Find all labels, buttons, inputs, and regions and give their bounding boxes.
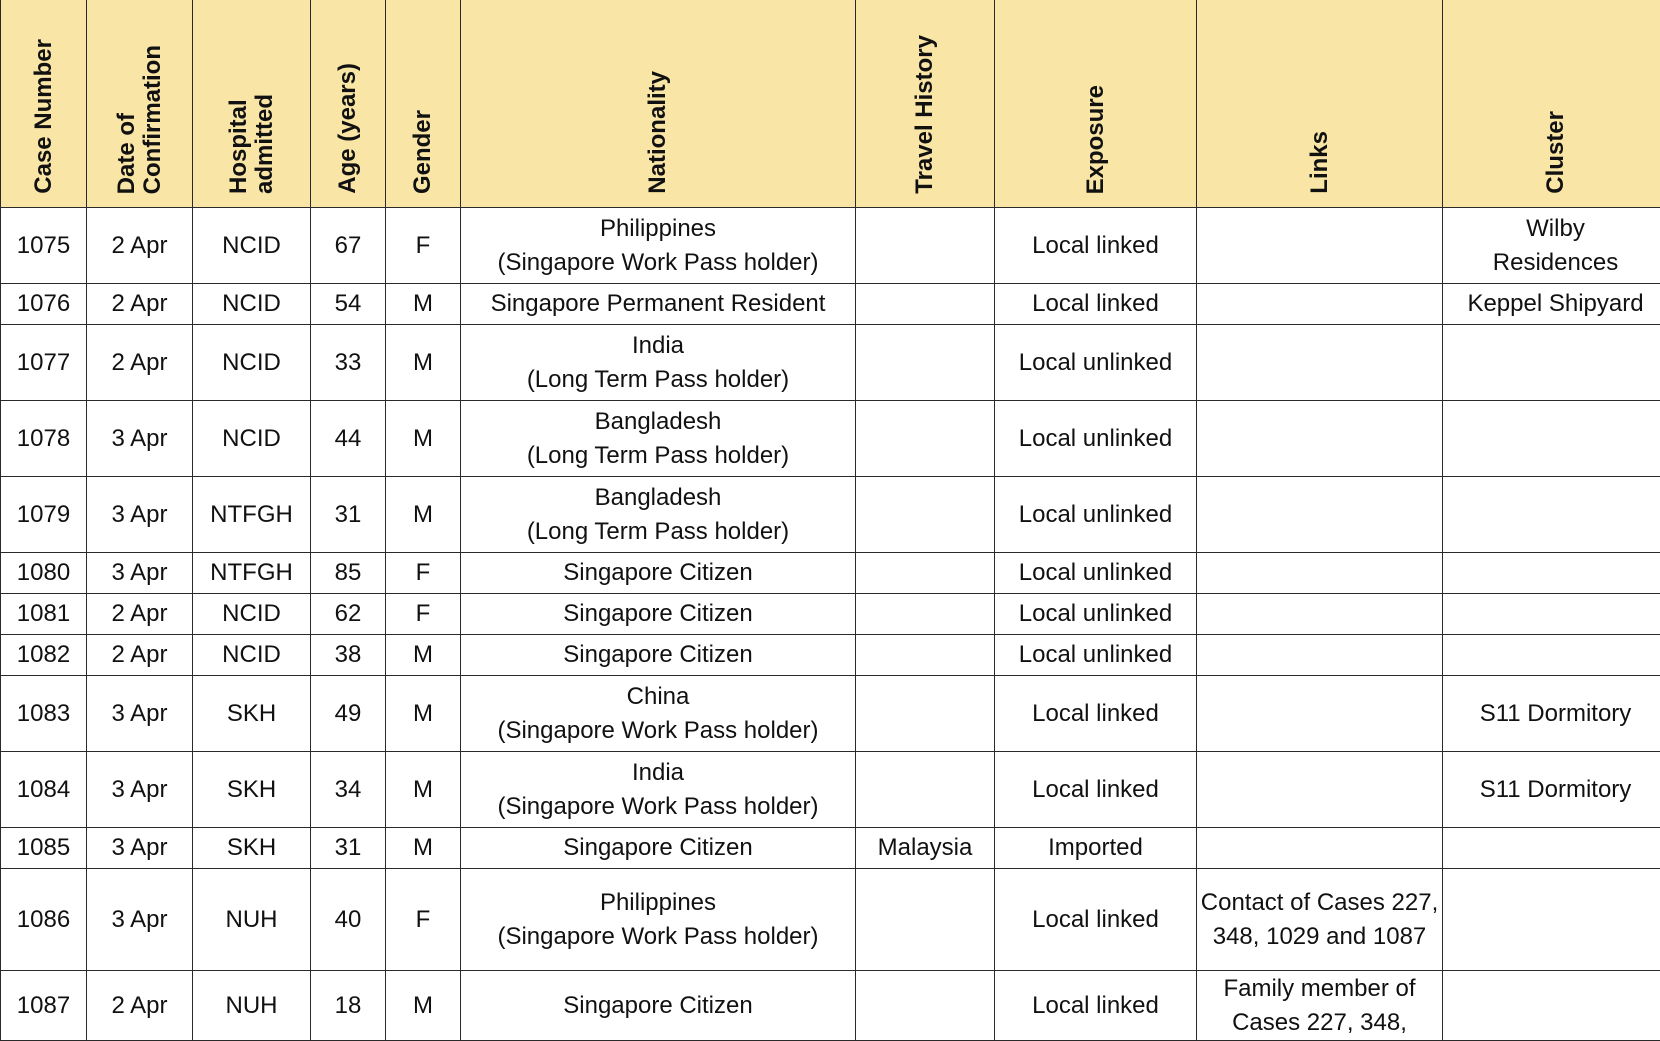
cell-date: 2 Apr (87, 594, 193, 635)
header-row (1, 0, 1660, 208)
cell-age: 40 (311, 869, 386, 971)
nationality-text: India (Singapore Work Pass holder) (461, 756, 855, 824)
cell-date: 2 Apr (87, 635, 193, 676)
cell-cluster (1443, 477, 1660, 553)
header-gender[interactable] (386, 0, 461, 208)
cell-hospital: NCID (193, 284, 311, 325)
cell-links (1197, 284, 1443, 325)
header-age-label: Age (years) (335, 63, 361, 194)
cell-age: 31 (311, 477, 386, 553)
cell-cluster: Wilby Residences (1443, 208, 1660, 284)
header-nationality-label: Nationality (645, 71, 671, 194)
cell-case-number: 1086 (1, 869, 87, 971)
cell-date: 3 Apr (87, 553, 193, 594)
nationality-text: Singapore Citizen (461, 989, 855, 1023)
cell-nationality (461, 635, 856, 676)
table-row[interactable] (1, 477, 1660, 553)
cell-travel-history (856, 477, 995, 553)
cell-date: 3 Apr (87, 676, 193, 752)
cell-travel-history (856, 325, 995, 401)
cell-hospital: SKH (193, 828, 311, 869)
cell-age: 49 (311, 676, 386, 752)
cell-travel-history: Malaysia (856, 828, 995, 869)
cell-cluster (1443, 971, 1660, 1041)
cell-links (1197, 477, 1443, 553)
cell-exposure: Imported (995, 828, 1197, 869)
cell-gender: M (386, 635, 461, 676)
cell-date: 3 Apr (87, 828, 193, 869)
nationality-text: Philippines (Singapore Work Pass holder) (461, 212, 855, 280)
cell-gender: M (386, 752, 461, 828)
nationality-text: India (Long Term Pass holder) (461, 329, 855, 397)
cell-travel-history (856, 752, 995, 828)
cell-cluster (1443, 401, 1660, 477)
cell-exposure: Local linked (995, 284, 1197, 325)
cell-links (1197, 208, 1443, 284)
header-case-number[interactable] (1, 0, 87, 208)
cell-date: 2 Apr (87, 284, 193, 325)
cell-age: 38 (311, 635, 386, 676)
cell-case-number: 1079 (1, 477, 87, 553)
cell-links (1197, 828, 1443, 869)
header-cluster[interactable] (1443, 0, 1660, 208)
header-case-number-label: Case Number (31, 39, 57, 194)
nationality-text: Bangladesh (Long Term Pass holder) (461, 405, 855, 473)
cell-cluster: S11 Dormitory (1443, 676, 1660, 752)
table-row[interactable] (1, 208, 1660, 284)
header-nationality[interactable] (461, 0, 856, 208)
cell-exposure: Local linked (995, 971, 1197, 1041)
table-row[interactable] (1, 828, 1660, 869)
cell-exposure: Local linked (995, 752, 1197, 828)
header-date[interactable] (87, 0, 193, 208)
nationality-text: Singapore Citizen (461, 638, 855, 672)
table-row[interactable] (1, 284, 1660, 325)
cell-travel-history (856, 635, 995, 676)
cell-case-number: 1080 (1, 553, 87, 594)
cell-case-number: 1077 (1, 325, 87, 401)
cell-travel-history (856, 594, 995, 635)
cell-hospital: NCID (193, 594, 311, 635)
cell-case-number: 1087 (1, 971, 87, 1041)
cell-exposure: Local unlinked (995, 325, 1197, 401)
header-travel-history-label: Travel History (912, 35, 938, 194)
cell-hospital: NCID (193, 635, 311, 676)
cell-exposure: Local unlinked (995, 635, 1197, 676)
cell-links (1197, 401, 1443, 477)
cell-exposure: Local linked (995, 676, 1197, 752)
header-hospital-label: Hospital admitted (226, 94, 278, 194)
cell-links (1197, 752, 1443, 828)
header-age[interactable] (311, 0, 386, 208)
cell-case-number: 1076 (1, 284, 87, 325)
cell-exposure: Local unlinked (995, 594, 1197, 635)
cell-exposure: Local linked (995, 869, 1197, 971)
cell-gender: M (386, 284, 461, 325)
cell-exposure: Local linked (995, 208, 1197, 284)
cell-date: 3 Apr (87, 477, 193, 553)
cell-cluster (1443, 325, 1660, 401)
cell-exposure: Local unlinked (995, 401, 1197, 477)
cell-gender: F (386, 553, 461, 594)
cell-cluster (1443, 869, 1660, 971)
cell-travel-history (856, 553, 995, 594)
cell-gender: F (386, 208, 461, 284)
cell-cluster (1443, 828, 1660, 869)
cell-links (1197, 594, 1443, 635)
cell-age: 85 (311, 553, 386, 594)
nationality-text: Singapore Citizen (461, 556, 855, 590)
header-exposure[interactable] (995, 0, 1197, 208)
cell-hospital: SKH (193, 752, 311, 828)
cell-nationality (461, 594, 856, 635)
cell-date: 3 Apr (87, 752, 193, 828)
cell-travel-history (856, 208, 995, 284)
cell-age: 33 (311, 325, 386, 401)
cell-date: 2 Apr (87, 325, 193, 401)
cell-gender: M (386, 401, 461, 477)
nationality-text: Singapore Citizen (461, 831, 855, 865)
cell-nationality (461, 208, 856, 284)
header-travel-history[interactable] (856, 0, 995, 208)
cell-case-number: 1083 (1, 676, 87, 752)
cell-travel-history (856, 284, 995, 325)
header-links[interactable] (1197, 0, 1443, 208)
cell-cluster: Keppel Shipyard (1443, 284, 1660, 325)
cell-age: 44 (311, 401, 386, 477)
cell-age: 54 (311, 284, 386, 325)
cell-gender: F (386, 594, 461, 635)
cell-hospital: NUH (193, 869, 311, 971)
table-row[interactable] (1, 869, 1660, 971)
cell-case-number: 1082 (1, 635, 87, 676)
cell-date: 2 Apr (87, 971, 193, 1041)
cell-links: Family member of Cases 227, 348, (1197, 971, 1443, 1041)
header-links-label: Links (1307, 131, 1333, 194)
cell-cluster (1443, 553, 1660, 594)
cell-age: 31 (311, 828, 386, 869)
cell-age: 67 (311, 208, 386, 284)
cell-links: Contact of Cases 227, 348, 1029 and 1087 (1197, 869, 1443, 971)
cell-nationality (461, 869, 856, 971)
cell-age: 62 (311, 594, 386, 635)
cell-travel-history (856, 869, 995, 971)
cell-hospital: NCID (193, 208, 311, 284)
cell-case-number: 1075 (1, 208, 87, 284)
cell-cluster (1443, 594, 1660, 635)
cell-links (1197, 553, 1443, 594)
cell-nationality (461, 401, 856, 477)
cell-nationality (461, 553, 856, 594)
header-exposure-label: Exposure (1083, 85, 1109, 194)
table-row[interactable] (1, 635, 1660, 676)
table-row[interactable] (1, 553, 1660, 594)
cell-exposure: Local unlinked (995, 553, 1197, 594)
cell-gender: M (386, 676, 461, 752)
cell-nationality (461, 828, 856, 869)
cell-links (1197, 676, 1443, 752)
cell-case-number: 1081 (1, 594, 87, 635)
cell-travel-history (856, 971, 995, 1041)
cell-age: 18 (311, 971, 386, 1041)
table-row[interactable] (1, 971, 1660, 1041)
cell-gender: M (386, 477, 461, 553)
cell-hospital: NTFGH (193, 553, 311, 594)
cell-nationality (461, 676, 856, 752)
header-hospital[interactable] (193, 0, 311, 208)
cell-nationality (461, 971, 856, 1041)
table-row[interactable] (1, 752, 1660, 828)
cell-date: 3 Apr (87, 401, 193, 477)
table-row[interactable] (1, 401, 1660, 477)
cell-hospital: NUH (193, 971, 311, 1041)
cell-date: 3 Apr (87, 869, 193, 971)
cell-gender: M (386, 325, 461, 401)
cell-travel-history (856, 676, 995, 752)
header-date-label: Date of Confirmation (114, 45, 166, 194)
cell-travel-history (856, 401, 995, 477)
table-row[interactable] (1, 594, 1660, 635)
table-row[interactable] (1, 676, 1660, 752)
cell-links (1197, 325, 1443, 401)
header-gender-label: Gender (410, 110, 436, 194)
cell-hospital: NTFGH (193, 477, 311, 553)
nationality-text: China (Singapore Work Pass holder) (461, 680, 855, 748)
header-cluster-label: Cluster (1543, 111, 1569, 194)
cell-case-number: 1085 (1, 828, 87, 869)
cell-gender: M (386, 971, 461, 1041)
cell-case-number: 1078 (1, 401, 87, 477)
cell-date: 2 Apr (87, 208, 193, 284)
cell-nationality (461, 477, 856, 553)
cell-nationality (461, 284, 856, 325)
nationality-text: Philippines (Singapore Work Pass holder) (461, 886, 855, 954)
cell-gender: F (386, 869, 461, 971)
cell-age: 34 (311, 752, 386, 828)
cell-gender: M (386, 828, 461, 869)
cell-cluster (1443, 635, 1660, 676)
cell-nationality (461, 752, 856, 828)
nationality-text: Singapore Citizen (461, 597, 855, 631)
cell-hospital: NCID (193, 325, 311, 401)
nationality-text: Bangladesh (Long Term Pass holder) (461, 481, 855, 549)
cell-hospital: NCID (193, 401, 311, 477)
table-row[interactable] (1, 325, 1660, 401)
cell-exposure: Local unlinked (995, 477, 1197, 553)
cell-case-number: 1084 (1, 752, 87, 828)
cell-links (1197, 635, 1443, 676)
cell-nationality (461, 325, 856, 401)
cell-cluster: S11 Dormitory (1443, 752, 1660, 828)
cell-hospital: SKH (193, 676, 311, 752)
nationality-text: Singapore Permanent Resident (461, 287, 855, 321)
